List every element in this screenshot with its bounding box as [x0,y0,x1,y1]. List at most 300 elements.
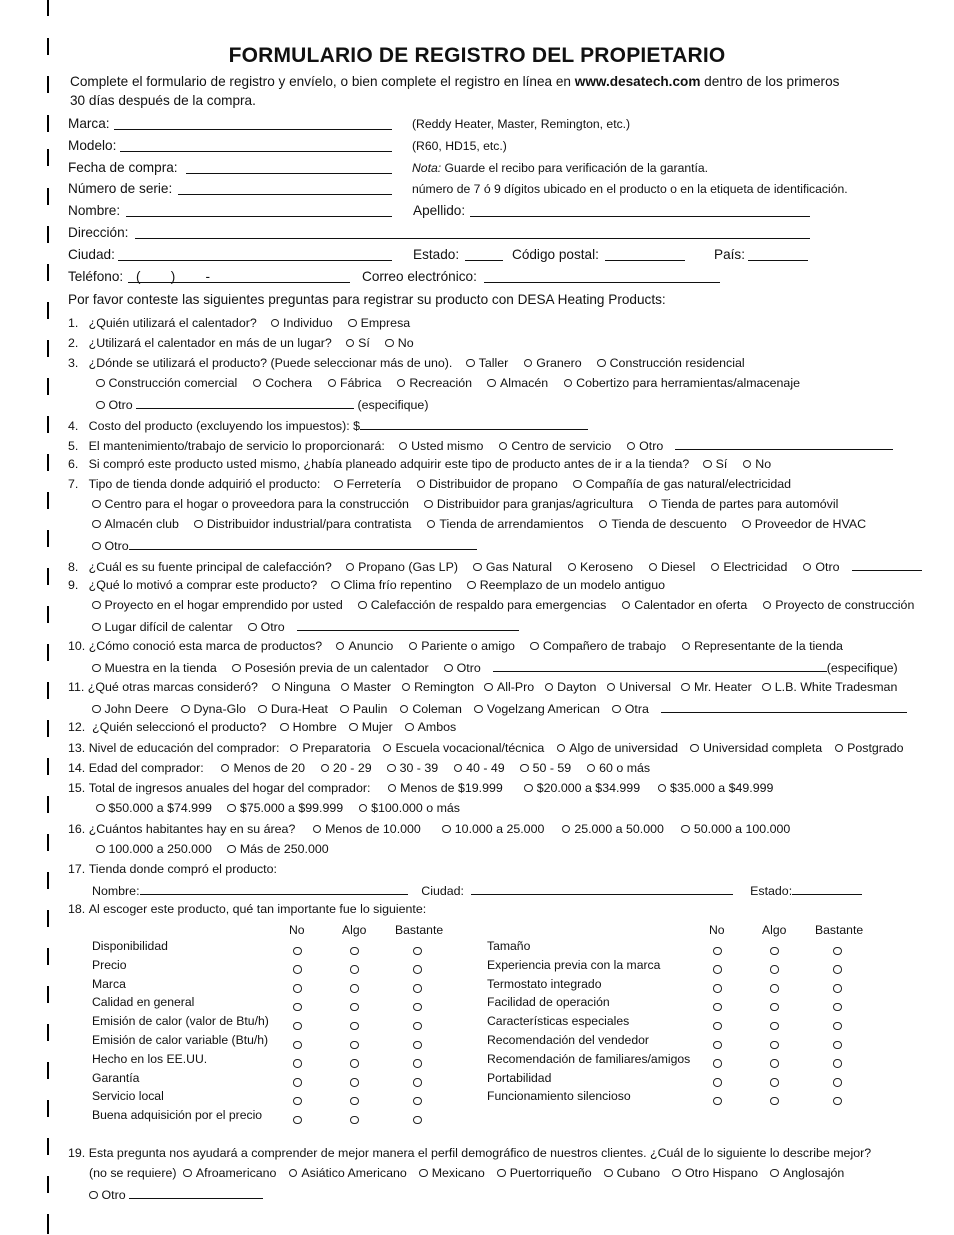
radio-icon[interactable] [89,1191,98,1200]
option[interactable] [227,801,343,815]
radio-icon[interactable] [92,601,101,610]
radio-icon[interactable] [92,623,101,632]
radio-icon[interactable] [227,804,236,813]
option[interactable] [349,720,392,734]
radio-icon[interactable] [388,784,397,793]
radio-icon[interactable] [413,947,422,956]
radio-icon[interactable] [92,542,101,551]
codigo-postal-input[interactable] [605,260,685,261]
grid-radio-cell[interactable] [293,1017,303,1027]
option[interactable] [524,356,582,370]
radio-icon[interactable] [833,1003,842,1012]
radio-icon[interactable] [272,683,281,692]
option[interactable] [399,439,484,453]
radio-icon[interactable] [413,1078,422,1087]
radio-icon[interactable] [331,581,340,590]
radio-icon[interactable] [350,984,359,993]
option[interactable] [658,781,774,795]
radio-icon[interactable] [474,705,483,714]
radio-icon[interactable] [334,480,343,489]
grid-radio-cell[interactable] [293,961,303,971]
radio-icon[interactable] [557,744,566,753]
radio-icon[interactable] [803,563,812,572]
option[interactable] [313,822,421,836]
radio-icon[interactable] [658,784,667,793]
radio-icon[interactable] [419,1169,428,1178]
option[interactable] [573,477,791,491]
option[interactable] [419,1166,485,1180]
radio-icon[interactable] [96,804,105,813]
radio-icon[interactable] [348,319,357,328]
option[interactable] [358,598,606,612]
option[interactable] [607,680,671,694]
radio-icon[interactable] [681,825,690,834]
radio-icon[interactable] [92,500,101,509]
radio-icon[interactable] [520,764,529,773]
radio-icon[interactable] [248,623,257,632]
radio-icon[interactable] [442,825,451,834]
radio-icon[interactable] [321,764,330,773]
option[interactable] [96,842,212,856]
radio-icon[interactable] [336,642,345,651]
radio-icon[interactable] [763,601,772,610]
grid-radio-cell[interactable] [833,1074,843,1084]
radio-icon[interactable] [743,460,752,469]
option[interactable] [387,761,438,775]
radio-icon[interactable] [713,1097,722,1106]
radio-icon[interactable] [770,984,779,993]
option[interactable] [181,702,246,716]
option[interactable] [290,741,371,755]
radio-icon[interactable] [770,1097,779,1106]
radio-icon[interactable] [359,804,368,813]
grid-radio-cell[interactable] [350,1111,360,1121]
grid-radio-cell[interactable] [770,1092,780,1102]
option[interactable] [454,761,505,775]
radio-icon[interactable] [350,1078,359,1087]
radio-icon[interactable] [280,723,289,732]
option[interactable] [405,720,456,734]
option[interactable] [424,497,633,511]
radio-icon[interactable] [350,965,359,974]
option[interactable] [359,801,460,815]
radio-icon[interactable] [350,1041,359,1050]
radio-icon[interactable] [444,664,453,673]
radio-icon[interactable] [346,563,355,572]
option[interactable] [444,661,481,675]
grid-radio-cell[interactable] [350,998,360,1008]
option[interactable] [484,680,534,694]
otro-input[interactable] [493,659,827,672]
option[interactable] [649,497,839,511]
grid-radio-cell[interactable] [350,1074,360,1084]
radio-icon[interactable] [183,1169,192,1178]
grid-radio-cell[interactable] [293,1036,303,1046]
option[interactable] [96,801,212,815]
grid-radio-cell[interactable] [713,961,723,971]
grid-radio-cell[interactable] [413,1036,423,1046]
option[interactable] [92,661,217,675]
radio-icon[interactable] [770,1041,779,1050]
fecha-input[interactable] [186,173,392,174]
radio-icon[interactable] [622,601,631,610]
option[interactable] [690,741,822,755]
option[interactable] [271,316,333,330]
grid-radio-cell[interactable] [770,1017,780,1027]
option[interactable] [336,639,393,653]
option[interactable] [770,1166,844,1180]
grid-radio-cell[interactable] [350,980,360,990]
radio-icon[interactable] [604,1169,613,1178]
radio-icon[interactable] [293,984,302,993]
grid-radio-cell[interactable] [350,1092,360,1102]
option[interactable] [499,439,611,453]
radio-icon[interactable] [545,683,554,692]
radio-icon[interactable] [413,1003,422,1012]
option[interactable] [280,720,337,734]
radio-icon[interactable] [340,705,349,714]
radio-icon[interactable] [350,1116,359,1125]
radio-icon[interactable] [232,664,241,673]
grid-radio-cell[interactable] [413,1092,423,1102]
option[interactable] [557,741,678,755]
radio-icon[interactable] [713,965,722,974]
option[interactable] [599,517,727,531]
grid-radio-cell[interactable] [413,1074,423,1084]
radio-icon[interactable] [413,1116,422,1125]
radio-icon[interactable] [221,764,230,773]
grid-radio-cell[interactable] [293,942,303,952]
radio-icon[interactable] [713,1022,722,1031]
grid-radio-cell[interactable] [833,942,843,952]
grid-radio-cell[interactable] [293,980,303,990]
radio-icon[interactable] [413,1059,422,1068]
radio-icon[interactable] [181,705,190,714]
radio-icon[interactable] [833,1022,842,1031]
radio-icon[interactable] [711,563,720,572]
radio-icon[interactable] [672,1169,681,1178]
option[interactable] [400,702,462,716]
option[interactable] [703,457,727,471]
radio-icon[interactable] [690,744,699,753]
radio-icon[interactable] [770,1003,779,1012]
radio-icon[interactable] [833,965,842,974]
nombre-input[interactable] [126,216,392,217]
grid-radio-cell[interactable] [770,1036,780,1046]
radio-icon[interactable] [96,379,105,388]
option[interactable] [562,822,664,836]
option[interactable] [92,497,409,511]
costo-input[interactable] [360,417,588,430]
option[interactable] [92,702,169,716]
grid-radio-cell[interactable] [770,1074,780,1084]
radio-icon[interactable] [253,379,262,388]
option[interactable] [232,661,428,675]
grid-radio-cell[interactable] [293,1111,303,1121]
radio-icon[interactable] [713,1078,722,1087]
option[interactable] [388,781,503,795]
grid-radio-cell[interactable] [833,1036,843,1046]
option[interactable] [762,680,897,694]
option[interactable] [321,761,372,775]
tienda-ciudad-input[interactable] [471,882,733,895]
option[interactable] [564,376,800,390]
radio-icon[interactable] [424,500,433,509]
radio-icon[interactable] [466,359,475,368]
radio-icon[interactable] [649,563,658,572]
grid-radio-cell[interactable] [413,1111,423,1121]
radio-icon[interactable] [427,520,436,529]
radio-icon[interactable] [607,683,616,692]
pais-input[interactable] [748,260,808,261]
radio-icon[interactable] [413,1041,422,1050]
option[interactable] [487,376,548,390]
radio-icon[interactable] [293,1022,302,1031]
radio-icon[interactable] [293,1116,302,1125]
radio-icon[interactable] [713,1003,722,1012]
ciudad-input[interactable] [118,260,392,261]
option[interactable] [473,560,552,574]
radio-icon[interactable] [293,1041,302,1050]
radio-icon[interactable] [413,1097,422,1106]
radio-icon[interactable] [402,683,411,692]
grid-radio-cell[interactable] [350,1036,360,1046]
radio-icon[interactable] [627,442,636,451]
grid-radio-cell[interactable] [293,1092,303,1102]
radio-icon[interactable] [413,965,422,974]
radio-icon[interactable] [587,764,596,773]
radio-icon[interactable] [770,965,779,974]
radio-icon[interactable] [350,947,359,956]
radio-icon[interactable] [349,723,358,732]
radio-icon[interactable] [682,642,691,651]
option[interactable] [397,376,472,390]
grid-radio-cell[interactable] [293,1055,303,1065]
option[interactable] [328,376,382,390]
option[interactable] [763,598,915,612]
radio-icon[interactable] [597,359,606,368]
radio-icon[interactable] [400,705,409,714]
radio-icon[interactable] [649,500,658,509]
option[interactable] [289,1166,407,1180]
grid-radio-cell[interactable] [350,1055,360,1065]
modelo-input[interactable] [120,151,392,152]
option[interactable] [385,336,413,350]
estado-input[interactable] [465,260,503,261]
grid-radio-cell[interactable] [713,998,723,1008]
grid-radio-cell[interactable] [350,961,360,971]
option[interactable] [96,376,237,390]
grid-radio-cell[interactable] [833,961,843,971]
grid-radio-cell[interactable] [413,1055,423,1065]
radio-icon[interactable] [562,825,571,834]
option[interactable] [672,1166,758,1180]
option[interactable] [520,761,571,775]
option[interactable] [227,842,328,856]
option[interactable] [334,477,401,491]
option[interactable] [682,639,843,653]
radio-icon[interactable] [713,1059,722,1068]
option[interactable] [604,1166,660,1180]
radio-icon[interactable] [346,339,355,348]
radio-icon[interactable] [497,1169,506,1178]
radio-icon[interactable] [92,705,101,714]
radio-icon[interactable] [96,401,105,410]
radio-icon[interactable] [387,764,396,773]
grid-radio-cell[interactable] [293,998,303,1008]
radio-icon[interactable] [770,1022,779,1031]
otro-input[interactable] [297,618,519,631]
radio-icon[interactable] [96,845,105,854]
option[interactable] [194,517,411,531]
grid-radio-cell[interactable] [713,1017,723,1027]
radio-icon[interactable] [770,947,779,956]
option[interactable] [627,439,664,453]
radio-icon[interactable] [833,1097,842,1106]
radio-icon[interactable] [473,563,482,572]
option[interactable] [348,316,410,330]
radio-icon[interactable] [484,683,493,692]
radio-icon[interactable] [397,379,406,388]
grid-radio-cell[interactable] [770,942,780,952]
otro-input[interactable] [675,437,893,450]
otro-input[interactable] [136,396,354,409]
option[interactable] [442,822,544,836]
option[interactable] [530,639,666,653]
serie-input[interactable] [178,194,392,195]
radio-icon[interactable] [770,1059,779,1068]
option[interactable] [340,702,387,716]
radio-icon[interactable] [350,1059,359,1068]
option[interactable] [545,680,597,694]
grid-radio-cell[interactable] [413,1017,423,1027]
grid-radio-cell[interactable] [413,998,423,1008]
radio-icon[interactable] [293,965,302,974]
radio-icon[interactable] [703,460,712,469]
radio-icon[interactable] [770,1169,779,1178]
radio-icon[interactable] [713,1041,722,1050]
option[interactable] [742,517,866,531]
radio-icon[interactable] [833,1078,842,1087]
radio-icon[interactable] [383,744,392,753]
option[interactable] [524,781,640,795]
radio-icon[interactable] [92,664,101,673]
radio-icon[interactable] [835,744,844,753]
option[interactable] [92,620,233,634]
option[interactable] [474,702,599,716]
radio-icon[interactable] [833,1041,842,1050]
option[interactable] [409,639,515,653]
grid-radio-cell[interactable] [413,961,423,971]
radio-icon[interactable] [564,379,573,388]
grid-radio-cell[interactable] [350,1017,360,1027]
radio-icon[interactable] [681,683,690,692]
grid-radio-cell[interactable] [833,1055,843,1065]
radio-icon[interactable] [454,764,463,773]
option[interactable] [402,680,474,694]
otra-input[interactable] [661,700,907,713]
grid-radio-cell[interactable] [770,980,780,990]
otro-input[interactable] [129,1186,263,1199]
grid-radio-cell[interactable] [713,1074,723,1084]
option[interactable] [331,578,452,592]
radio-icon[interactable] [599,520,608,529]
option[interactable] [711,560,788,574]
radio-icon[interactable] [499,442,508,451]
grid-radio-cell[interactable] [413,942,423,952]
radio-icon[interactable] [293,1097,302,1106]
radio-icon[interactable] [573,480,582,489]
radio-icon[interactable] [293,1078,302,1087]
option[interactable] [383,741,544,755]
radio-icon[interactable] [413,984,422,993]
radio-icon[interactable] [341,683,350,692]
grid-radio-cell[interactable] [713,1055,723,1065]
radio-icon[interactable] [762,683,771,692]
radio-icon[interactable] [328,379,337,388]
radio-icon[interactable] [833,1059,842,1068]
grid-radio-cell[interactable] [713,1092,723,1102]
radio-icon[interactable] [399,442,408,451]
radio-icon[interactable] [409,642,418,651]
option[interactable] [253,376,312,390]
radio-icon[interactable] [313,825,322,834]
radio-icon[interactable] [92,520,101,529]
grid-radio-cell[interactable] [833,998,843,1008]
option[interactable] [183,1166,276,1180]
option[interactable] [248,620,285,634]
radio-icon[interactable] [487,379,496,388]
grid-radio-cell[interactable] [713,942,723,952]
radio-icon[interactable] [350,1097,359,1106]
option[interactable] [587,761,650,775]
radio-icon[interactable] [524,784,533,793]
option[interactable] [466,356,508,370]
otro-input[interactable] [129,537,477,550]
apellido-input[interactable] [470,216,810,217]
marca-input[interactable] [114,129,392,130]
radio-icon[interactable] [293,1059,302,1068]
option[interactable] [92,517,179,531]
radio-icon[interactable] [385,339,394,348]
radio-icon[interactable] [289,1169,298,1178]
direccion-input[interactable] [135,238,810,239]
radio-icon[interactable] [612,705,621,714]
option[interactable] [612,702,649,716]
radio-icon[interactable] [742,520,751,529]
option[interactable] [92,598,343,612]
radio-icon[interactable] [293,1003,302,1012]
option[interactable] [835,741,904,755]
option[interactable] [417,477,558,491]
option[interactable] [681,822,790,836]
grid-radio-cell[interactable] [833,1092,843,1102]
radio-icon[interactable] [350,1003,359,1012]
grid-radio-cell[interactable] [713,1036,723,1046]
grid-radio-cell[interactable] [293,1074,303,1084]
radio-icon[interactable] [833,984,842,993]
radio-icon[interactable] [358,601,367,610]
correo-input[interactable] [484,282,720,283]
website-link[interactable]: www.desatech.com [574,74,701,89]
grid-radio-cell[interactable] [833,1017,843,1027]
otro-input[interactable] [852,558,922,571]
radio-icon[interactable] [413,1022,422,1031]
radio-icon[interactable] [417,480,426,489]
option[interactable] [467,578,665,592]
option[interactable] [568,560,634,574]
radio-icon[interactable] [258,705,267,714]
